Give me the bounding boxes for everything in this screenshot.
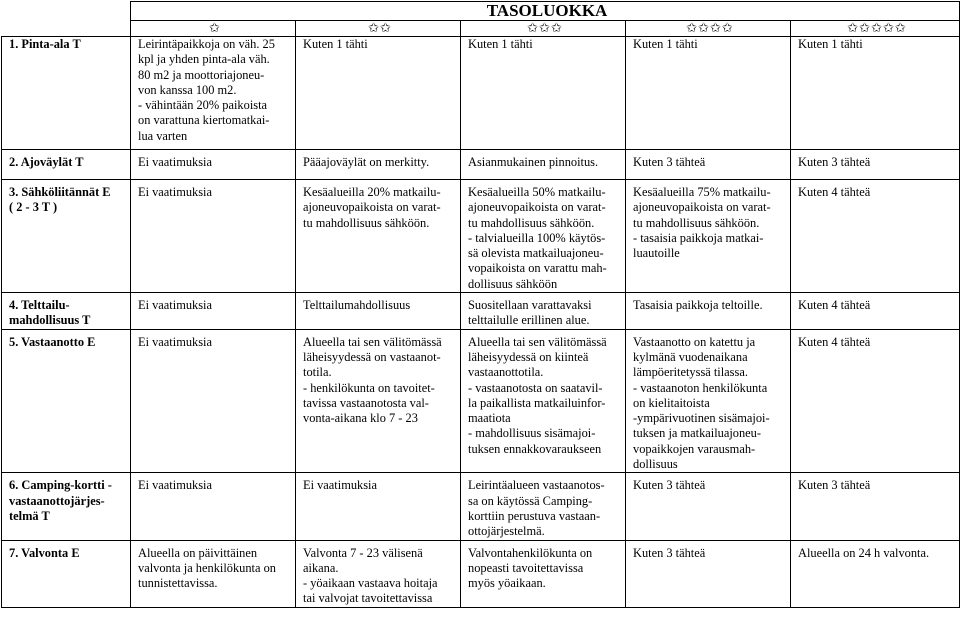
cell-text-line: Ei vaatimuksia	[138, 185, 212, 199]
cell-text-line: ( 2 - 3 T )	[9, 200, 58, 215]
cell-text-line: 7. Valvonta E	[9, 545, 80, 560]
cell-text-line: dollisuus sähköön	[468, 276, 558, 291]
cell-text-line: Vastaanotto on katettu ja	[633, 334, 756, 349]
base-requirement-cell	[131, 329, 296, 473]
cell-text-line: vastaanottojärjes-	[9, 493, 105, 508]
cell-text-line: mahdollisuus T	[9, 313, 91, 328]
cell-text-line: tu mahdollisuus sähköön.	[468, 215, 595, 230]
cell-text-line: tuksen ja matkailuajoneu-	[633, 426, 761, 441]
base-requirement-cell	[131, 37, 296, 150]
level-cell	[296, 473, 461, 540]
criterion-cell	[2, 37, 131, 150]
cell-text-line: Kuten 3 tähteä	[633, 478, 706, 493]
cell-text-line: vopaikkojen varausmah-	[633, 441, 756, 456]
cell-text-line: Suositellaan varattavaksi	[468, 298, 592, 313]
cell-text-line: on varattuna kiertomatkai-	[138, 113, 270, 128]
level-cell	[296, 180, 461, 293]
star-rating-2: ✩✩	[296, 21, 461, 37]
cell-text-line: tuksen ennakkovaraukseen	[468, 441, 602, 456]
level-cell	[791, 293, 960, 330]
cell-text-line: Leirintäpaikkoja on väh. 25	[138, 37, 275, 51]
cell-text-line: 4. Telttailu-	[9, 298, 70, 313]
base-requirement-cell	[131, 293, 296, 330]
level-cell	[626, 150, 791, 180]
level-cell	[296, 329, 461, 473]
cell-text-line: ottojärjestelmä.	[468, 524, 545, 539]
base-requirement-cell	[131, 473, 296, 540]
cell-text-line: 80 m2 ja moottoriajoneu-	[138, 67, 265, 82]
cell-text-line: telmä T	[9, 508, 50, 523]
level-cell	[461, 540, 626, 607]
base-requirement-cell	[131, 540, 296, 607]
level-cell	[791, 329, 960, 473]
cell-text-line: Alueella on 24 h valvonta.	[798, 545, 930, 560]
cell-text-line: 5. Vastaanotto E	[9, 334, 96, 349]
cell-text-line: Kuten 4 tähteä	[798, 185, 871, 199]
cell-text-line: maatiota	[468, 411, 511, 426]
cell-text-line: 1. Pinta-ala T	[9, 37, 81, 51]
level-cell	[626, 329, 791, 473]
cell-text-line: tavissa vastaanotosta val-	[303, 395, 429, 410]
level-cell	[461, 293, 626, 330]
criterion-cell	[2, 540, 131, 607]
cell-text-line: Pääajoväylät on merkitty.	[303, 155, 430, 169]
cell-text-line: lämpöeritetyssä tilassa.	[633, 365, 748, 380]
cell-text-line: Tasaisia paikkoja teltoille.	[633, 298, 763, 313]
table-row	[2, 473, 960, 540]
base-requirement-cell	[131, 180, 296, 293]
cell-text-line: läheisyydessä on kiinteä	[468, 349, 589, 364]
cell-text-line: Valvonta 7 - 23 välisenä	[303, 545, 423, 560]
star-rating-5: ✩✩✩✩✩	[791, 21, 960, 37]
cell-text-line: Valvontahenkilökunta on	[468, 545, 593, 560]
cell-text-line: kpl ja yhden pinta-ala väh.	[138, 52, 270, 67]
cell-text-line: ajoneuvopaikoista on varat-	[468, 200, 606, 215]
cell-text-line: sa on käytössä Camping-	[468, 493, 593, 508]
cell-text-line: - mahdollisuus sisämajoi-	[468, 426, 596, 441]
table-row	[2, 150, 960, 180]
criterion-cell	[2, 180, 131, 293]
cell-text-line: ajoneuvopaikoista on varat-	[303, 200, 441, 215]
cell-text-line: - yöaikaan vastaava hoitaja	[303, 576, 438, 591]
cell-text-line: vastaanottotila.	[468, 365, 544, 380]
criterion-cell	[2, 150, 131, 180]
cell-text-line: Kuten 1 tähti	[633, 37, 698, 51]
cell-text-line: Kuten 3 tähteä	[798, 478, 871, 493]
cell-text-line: Kuten 1 tähti	[468, 37, 533, 51]
level-cell	[461, 329, 626, 473]
criterion-cell	[2, 473, 131, 540]
level-cell	[626, 293, 791, 330]
base-requirement-cell	[131, 150, 296, 180]
cell-text-line: nopeasti tavoitettavissa	[468, 560, 584, 575]
cell-text-line: Kesäalueilla 20% matkailu-	[303, 185, 441, 199]
cell-text-line: Kuten 4 tähteä	[798, 334, 871, 349]
cell-text-line: Kuten 1 tähti	[798, 37, 863, 51]
cell-text-line: 2. Ajoväylät T	[9, 155, 84, 169]
cell-text-line: - vastaanotosta on saatavil-	[468, 380, 603, 395]
table-row	[2, 180, 960, 293]
level-cell	[296, 540, 461, 607]
level-cell	[791, 540, 960, 607]
level-cell	[461, 180, 626, 293]
cell-text-line: - vähintään 20% paikoista	[138, 98, 268, 113]
level-cell	[626, 180, 791, 293]
star-rating-3: ✩✩✩	[461, 21, 626, 37]
cell-text-line: tunnistettavissa.	[138, 576, 218, 591]
level-cell	[791, 180, 960, 293]
cell-text-line: telttailulle erillinen alue.	[468, 313, 590, 328]
level-cell	[626, 473, 791, 540]
cell-text-line: Kuten 3 tähteä	[633, 155, 706, 169]
level-cell	[626, 540, 791, 607]
cell-text-line: Ei vaatimuksia	[138, 298, 212, 313]
cell-text-line: myös yöaikaan.	[468, 576, 546, 591]
cell-text-line: Ei vaatimuksia	[303, 478, 377, 493]
cell-text-line: - talvialueilla 100% käytös-	[468, 230, 606, 245]
cell-text-line: Ei vaatimuksia	[138, 155, 212, 169]
level-cell	[791, 150, 960, 180]
level-cell	[461, 150, 626, 180]
level-cell	[461, 37, 626, 150]
cell-text-line: korttiin perustuva vastaan-	[468, 508, 601, 523]
criterion-cell	[2, 293, 131, 330]
star-header-row	[2, 21, 960, 37]
table-row	[2, 293, 960, 330]
cell-text-line: luautoille	[633, 246, 680, 261]
star-rating-1: ✩	[131, 21, 296, 37]
cell-text-line: Telttailumahdollisuus	[303, 298, 411, 313]
cell-text-line: tai valvojat tavoitettavissa	[303, 591, 433, 606]
cell-text-line: - vastaanoton henkilökunta	[633, 380, 768, 395]
cell-text-line: Ei vaatimuksia	[138, 478, 212, 493]
cell-text-line: dollisuus	[633, 457, 678, 472]
cell-text-line: Kesäalueilla 50% matkailu-	[468, 185, 606, 199]
level-cell	[296, 37, 461, 150]
cell-text-line: tu mahdollisuus sähköön.	[303, 215, 430, 230]
cell-text-line: lua varten	[138, 128, 188, 143]
cell-text-line: Kesäalueilla 75% matkailu-	[633, 185, 771, 199]
cell-text-line: Asianmukainen pinnoitus.	[468, 155, 599, 169]
cell-text-line: la paikallista matkailuinfor-	[468, 395, 606, 410]
cell-text-line: sä olevista matkailuajoneu-	[468, 246, 604, 261]
cell-text-line: Kuten 4 tähteä	[798, 298, 871, 313]
cell-text-line: tu mahdollisuus sähköön.	[633, 215, 760, 230]
cell-text-line: läheisyydessä on vastaanot-	[303, 349, 441, 364]
cell-text-line: Kuten 3 tähteä	[633, 545, 706, 560]
star-rating-4: ✩✩✩✩	[626, 21, 791, 37]
level-cell	[791, 37, 960, 150]
cell-text-line: Alueella tai sen välitömässä	[468, 334, 607, 349]
cell-text-line: kylmänä vuodenaikana	[633, 349, 748, 364]
cell-text-line: ajoneuvopaikoista on varat-	[633, 200, 771, 215]
cell-text-line: vonta-aikana klo 7 - 23	[303, 411, 418, 426]
table-title-row	[2, 2, 960, 21]
table-row	[2, 540, 960, 607]
level-cell	[791, 473, 960, 540]
cell-text-line: Ei vaatimuksia	[138, 334, 212, 349]
cell-text-line: valvonta ja henkilökunta on	[138, 560, 276, 575]
table-title: TASOLUOKKA	[131, 2, 960, 21]
cell-text-line: aikana.	[303, 560, 339, 575]
level-cell	[626, 37, 791, 150]
cell-text-line: -ympärivuotinen sisämajoi-	[633, 411, 770, 426]
cell-text-line: - tasaisia paikkoja matkai-	[633, 230, 764, 245]
classification-table	[1, 1, 960, 608]
cell-text-line: Alueella on päivittäinen	[138, 545, 258, 560]
cell-text-line: Kuten 1 tähti	[303, 37, 368, 51]
cell-text-line: Alueella tai sen välitömässä	[303, 334, 442, 349]
level-cell	[296, 150, 461, 180]
cell-text-line: Leirintäalueen vastaanotos-	[468, 478, 605, 493]
cell-text-line: on kielitaitoista	[633, 395, 710, 410]
cell-text-line: vopaikoista on varattu mah-	[468, 261, 607, 276]
level-cell	[461, 473, 626, 540]
cell-text-line: - henkilökunta on tavoitet-	[303, 380, 435, 395]
cell-text-line: 3. Sähköliitännät E	[9, 185, 111, 199]
cell-text-line: von kanssa 100 m2.	[138, 82, 237, 97]
table-row	[2, 37, 960, 150]
level-cell	[296, 293, 461, 330]
cell-text-line: totila.	[303, 365, 332, 380]
table-row	[2, 329, 960, 473]
cell-text-line: Kuten 3 tähteä	[798, 155, 871, 169]
criterion-cell	[2, 329, 131, 473]
cell-text-line: 6. Camping-kortti -	[9, 478, 112, 493]
